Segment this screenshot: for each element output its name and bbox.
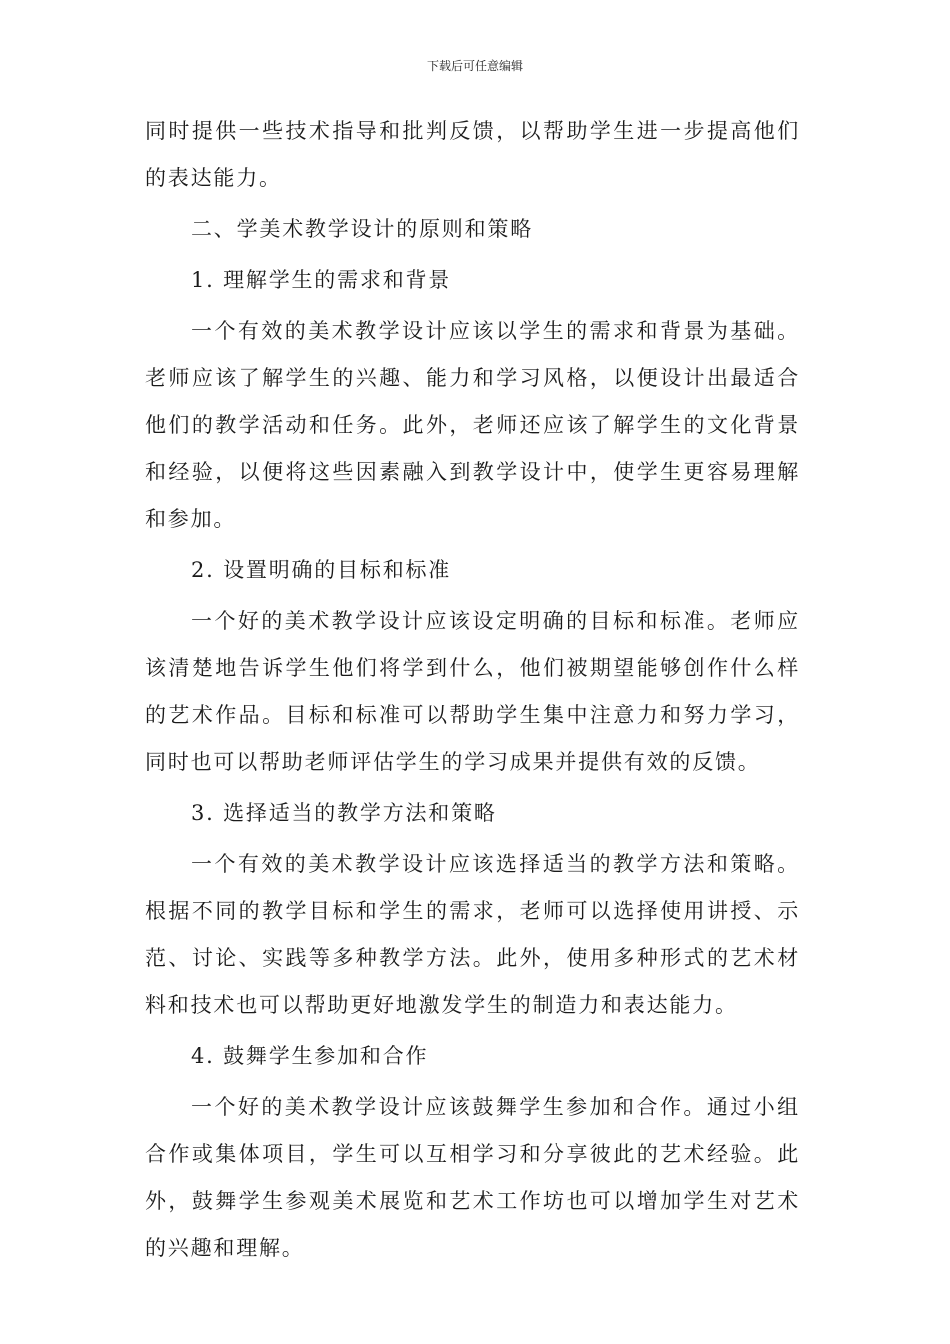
- document-body: [145, 108, 800, 1272]
- page-header: 下载后可任意编辑: [426, 59, 523, 73]
- subsection-heading-1: 1. 理解学生的需求和背景: [191, 268, 452, 292]
- paragraph-body-3: 一个有效的美术教学设计应该选择适当的教学方法和策略。根据不同的教学目标和学生的需求，老师可以选择使用讲授、示范、讨论、实践等多种教学方法。此外，使用多种形式的艺术材料和技术也可以帮助更好地激发学生的制造力和表达能力。: [145, 852, 800, 1017]
- paragraph-body-2: 一个好的美术教学设计应该设定明确的目标和标准。老师应该清楚地告诉学生他们将学到什么，他们被期望能够创作什么样的艺术作品。目标和标准可以帮助学生集中注意力和努力学习，同时也可以帮助老师评估学生的学习成果并提供有效的反馈。: [145, 609, 800, 774]
- paragraph-body-4: 一个好的美术教学设计应该鼓舞学生参加和合作。通过小组合作或集体项目，学生可以互相学习和分享彼此的艺术经验。此外，鼓舞学生参观美术展览和艺术工作坊也可以增加学生对艺术的兴趣和理解。: [145, 1095, 800, 1260]
- section-heading: 二、学美术教学设计的原则和策略: [191, 217, 533, 241]
- paragraph-continuation: 同时提供一些技术指导和批判反馈，以帮助学生进一步提高他们的表达能力。: [145, 119, 800, 190]
- subsection-heading-2: 2. 设置明确的目标和标准: [191, 558, 452, 582]
- subsection-heading-3: 3. 选择适当的教学方法和策略: [191, 801, 497, 825]
- subsection-heading-4: 4. 鼓舞学生参加和合作: [191, 1044, 429, 1068]
- paragraph-body-1: 一个有效的美术教学设计应该以学生的需求和背景为基础。老师应该了解学生的兴趣、能力和学习风格，以便设计出最适合他们的教学活动和任务。此外，老师还应该了解学生的文化背景和经验，以便将这些因素融入到教学设计中，使学生更容易理解和参加。: [145, 319, 800, 531]
